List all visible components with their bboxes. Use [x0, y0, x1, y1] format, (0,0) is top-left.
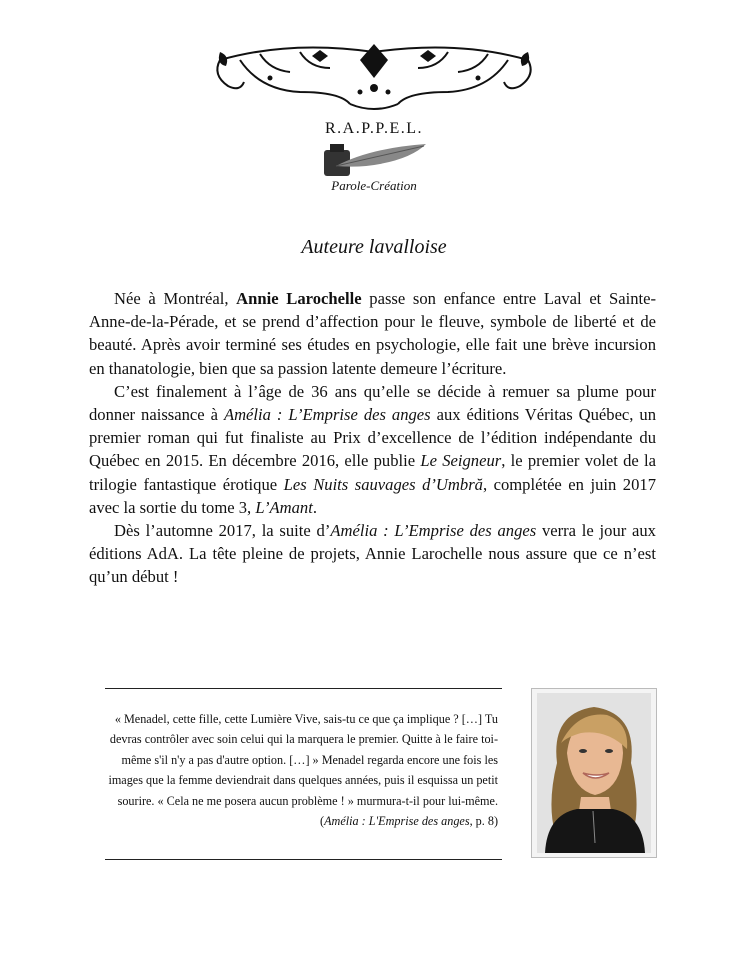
text: verra le jour aux éditions AdA. La tête pleine de projets, Annie Larochelle nous assure que ce n’est qu’un début !: [89, 521, 656, 587]
text: , complétée en juin 2017 avec la sortie du tome 3,: [89, 474, 656, 517]
text: .: [312, 497, 317, 517]
text: Née à Montréal,: [114, 289, 237, 308]
brand-name: R.A.P.P.E.L.: [324, 120, 424, 137]
brand-subtitle: Parole-Création: [331, 178, 417, 193]
book-title: L’Amant: [255, 497, 313, 517]
text: passe son enfance entre Laval et Sainte-Anne-de-la-Pérade, et se prend d’affection pour le fleuve, symbole de liberté et de beauté. Après avoir terminé ses études en psychologie, elle fait une brève incursion en thanatologie, bien que sa passion latente demeure l’écriture.: [89, 289, 657, 378]
paragraph-2: [89, 380, 656, 519]
text: , le premier volet de la trilogie fantastique érotique: [89, 451, 657, 494]
text: C’est finalement à l’âge de 36 ans qu’elle se décide à remuer sa plume pour donner naissance à: [89, 381, 656, 425]
quote-source-title: Amélia : L'Emprise des anges: [324, 814, 470, 829]
page-heading: Auteure lavalloise: [301, 236, 447, 258]
book-title: Amélia : L’Emprise des anges: [223, 405, 431, 425]
book-title: Amélia : L’Emprise des anges: [330, 521, 537, 541]
text: aux éditions Véritas Québec, un premier roman qui fut finaliste au Prix d’excellence de l’édition indépendante du Québec en 2015. En décembre 2016, elle publie: [89, 405, 657, 471]
article-body: [89, 287, 656, 589]
paragraph-3: [89, 519, 656, 589]
book-title: Le Seigneur: [420, 451, 502, 471]
author-photo: [537, 693, 651, 853]
quote-text: « Menadel, cette fille, cette Lumière Vive, sais-tu ce que ça implique ? […] Tu devras contrôler avec soin celui qui la marquera le premier. Quitte à le faire toi-même s'il n'y a pas d'autre option. […] » Menadel regarda encore une fois les images que la femme deviendrait dans quelques années, puis il esquissa un petit sourire. « Cela ne me posera aucun problème ! » murmura-t-il pour lui-même. (: [108, 712, 498, 829]
paragraph-1: [89, 287, 656, 380]
author-photo-frame: [531, 688, 657, 858]
series-title: Les Nuits sauvages d’Umbră: [283, 474, 483, 494]
inkwell-quill-icon: [320, 142, 430, 178]
quote-box: [105, 688, 502, 860]
excerpt-quote: [102, 709, 498, 831]
text: Dès l’automne 2017, la suite d’: [114, 521, 331, 541]
author-name: Annie Larochelle: [236, 289, 362, 308]
ornament-flourish: [200, 30, 548, 120]
quote-source-page: , p. 8): [469, 814, 498, 829]
